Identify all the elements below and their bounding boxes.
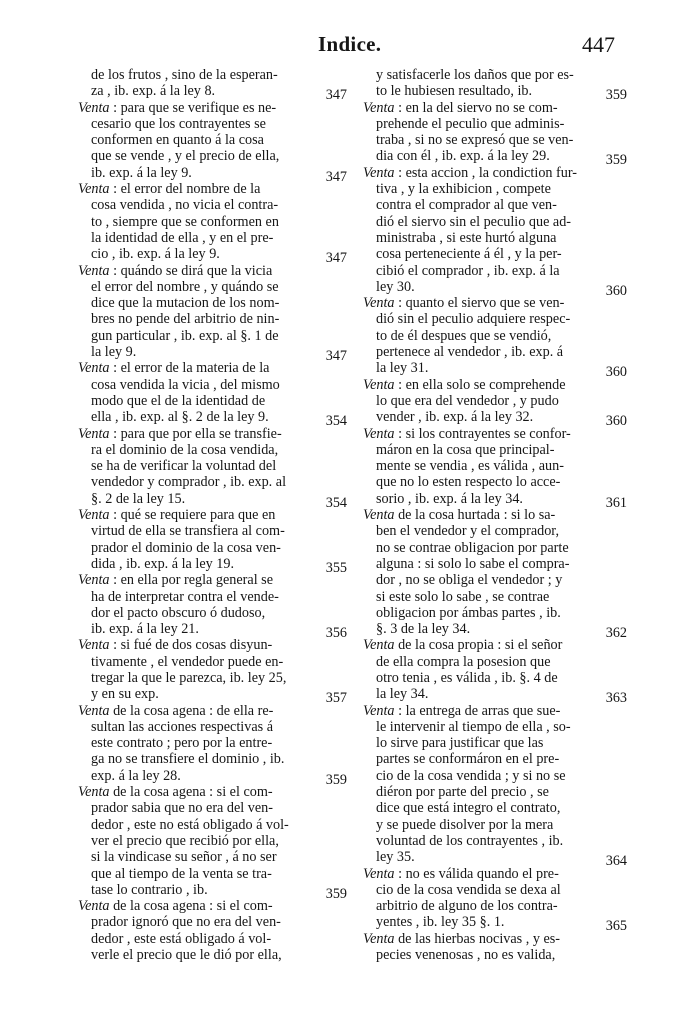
entry-text: : el error de la materia de la [109, 360, 270, 377]
entry-keyword: Venta [78, 425, 110, 442]
entry-keyword: Venta [363, 637, 395, 654]
entry-line: que se vende , y el precio de ella, [91, 148, 280, 165]
entry-page-ref: 354 [325, 413, 347, 430]
entry-line [363, 637, 631, 653]
entry-line: sorio , ib. exp. á la ley 34. [376, 490, 523, 507]
entry-keyword: Venta [78, 507, 110, 524]
entry-page-ref: 347 [325, 348, 347, 365]
entry-line: dedor , este está obligado á vol- [91, 930, 272, 947]
entry-line: y se puede disolver por la mera [376, 816, 554, 833]
entry-line: za , ib. exp. á la ley 8. [91, 83, 216, 100]
entry-line: ha de interpretar contra el vende- [91, 588, 279, 605]
index-entry [78, 99, 374, 185]
entry-line: pecies venenosas , no es valida, [376, 947, 556, 964]
entry-text: : si los contrayentes se confor- [394, 425, 571, 442]
entry-line: tregar la que le parezca, ib. ley 25, [91, 669, 287, 686]
entry-text: de la cosa hurtada : si lo sa- [394, 507, 556, 524]
index-entry [363, 376, 631, 430]
entry-keyword: Venta [363, 865, 395, 882]
entry-line: gun particular , ib. exp. al §. 1 de [91, 327, 279, 344]
entry-line: modo que el de la identidad de [91, 392, 266, 409]
entry-page-ref: 363 [605, 690, 627, 707]
entry-line [363, 507, 631, 523]
entry-page-ref: 354 [325, 494, 347, 511]
entry-line: to de él despues que se vendió, [376, 327, 552, 344]
entry-line: cio de la cosa vendida se dexa al [376, 881, 561, 898]
index-entry [363, 295, 631, 381]
entry-line: otro tenia , es válida , ib. §. 4 de [376, 669, 558, 686]
entry-line: prehende el peculio que adminis- [376, 115, 565, 132]
entry-text: : quándo se dirá que la vicia [109, 262, 273, 279]
entry-line: de los frutos , sino de la esperan- [91, 67, 278, 83]
entry-text: de la cosa agena : si el com- [109, 898, 273, 915]
entry-line: yentes , ib. ley 35 §. 1. [376, 914, 505, 931]
entry-line: ra el dominio de la cosa vendida, [91, 441, 279, 458]
entry-line: arbitrio de alguno de los contra- [376, 898, 558, 915]
entry-page-ref: 359 [325, 771, 347, 788]
entry-line: tivamente , el vendedor puede en- [91, 653, 284, 670]
entry-line: máron en la cosa que principal- [376, 441, 555, 458]
entry-line [78, 507, 374, 523]
entry-line [78, 426, 374, 442]
entry-page-ref: 359 [325, 885, 347, 902]
index-entry [78, 637, 374, 707]
entry-line: el error del nombre , y quándo se [91, 278, 279, 295]
entry-text: : esta accion , la condiction fur- [394, 164, 578, 181]
entry-line: prador sabia que no era del ven- [91, 800, 273, 817]
entry-line: cibió el comprador , ib. exp. á la [376, 262, 560, 279]
entry-line: la identidad de ella , y en el pre- [91, 229, 274, 246]
entry-text: : para que por ella se transfie- [109, 425, 282, 442]
entry-line: lo sirve para justificar que las [376, 735, 544, 752]
entry-line [78, 100, 374, 116]
entry-line [363, 295, 631, 311]
index-entry [363, 865, 631, 935]
entry-line [78, 360, 374, 376]
entry-line: ley 30. [376, 278, 415, 295]
entry-line: cosa vendida , no vicia el contra- [91, 197, 279, 214]
entry-line: dida , ib. exp. á la ley 19. [91, 555, 235, 572]
entry-line: §. 2 de la ley 15. [91, 490, 186, 507]
entry-line: exp. á la ley 28. [91, 767, 181, 784]
index-column-right [363, 67, 631, 963]
index-entry [78, 898, 374, 963]
entry-page-ref: 360 [605, 282, 627, 299]
entry-line: contra el comprador al que ven- [376, 197, 557, 214]
entry-keyword: Venta [78, 637, 110, 654]
entry-text: : si fué de dos cosas disyun- [109, 637, 273, 654]
entry-text: : el error del nombre de la [109, 181, 261, 198]
entry-line: le intervenir al tiempo de ella , so- [376, 718, 571, 735]
entry-line: si la vindicase su señor , á no ser [91, 849, 277, 866]
entry-line: si este solo lo sabe , se contrae [376, 588, 550, 605]
page-header [0, 30, 682, 64]
index-entry [78, 702, 374, 788]
entry-line: ministraba , si este hurtó alguna [376, 229, 557, 246]
entry-line: vendedor y comprador , ib. exp. al [91, 474, 287, 491]
entry-text: : en la del siervo no se com- [394, 99, 558, 116]
entry-page-ref: 347 [325, 168, 347, 185]
entry-line [363, 165, 631, 181]
entry-page-ref: 359 [605, 87, 627, 104]
entry-text: : la entrega de arras que sue- [394, 702, 561, 719]
entry-line [363, 100, 631, 116]
entry-line: traba , si no se expresó que se ven- [376, 132, 574, 149]
entry-line: tase lo contrario , ib. [91, 881, 208, 898]
entry-line [78, 263, 374, 279]
entry-line: ver el precio que recibió por ella, [91, 832, 279, 849]
entry-keyword: Venta [363, 507, 395, 524]
entry-text: : quanto el siervo que se ven- [394, 295, 565, 312]
entry-line: dice que está integro el contrato, [376, 800, 561, 817]
entry-line: que al tiempo de la venta se tra- [91, 865, 272, 882]
index-entry [78, 784, 374, 902]
entry-line: de ella compra la posesion que [376, 653, 551, 670]
entry-keyword: Venta [78, 898, 110, 915]
entry-page-ref: 347 [325, 250, 347, 267]
entry-line [363, 931, 631, 947]
entry-text: : en ella solo se comprehende [394, 376, 566, 393]
entry-line: cio de la cosa vendida ; y si no se [376, 767, 566, 784]
entry-line: ley 35. [376, 849, 415, 866]
index-entry [78, 572, 374, 642]
entry-line [78, 637, 374, 653]
entry-line: ib. exp. á la ley 21. [91, 621, 199, 638]
entry-line: cesario que los contrayentes se [91, 115, 266, 132]
page-number: 447 [582, 32, 615, 57]
entry-keyword: Venta [78, 262, 110, 279]
entry-line: dice que la mutacion de los nom- [91, 295, 280, 312]
entry-line: virtud de ella se transfiera al com- [91, 523, 285, 540]
entry-page-ref: 364 [605, 853, 627, 870]
entry-line [78, 703, 374, 719]
entry-keyword: Venta [78, 99, 110, 116]
page-title: Indice. [318, 32, 382, 56]
entry-line: se ha de verificar la voluntad del [91, 458, 277, 475]
entry-text: de las hierbas nocivas , y es- [394, 930, 561, 947]
entry-line [78, 572, 374, 588]
entry-line: mente se vendia , es válida , aun- [376, 458, 564, 475]
entry-keyword: Venta [363, 702, 395, 719]
entry-line: dia con él , ib. exp. á la ley 29. [376, 148, 550, 165]
entry-line: dor el pacto obscuro ó dudoso, [91, 604, 266, 621]
entry-keyword: Venta [363, 164, 395, 181]
entry-line: ga no se transfiere el dominio , ib. [91, 751, 285, 768]
entry-line: §. 3 de la ley 34. [376, 621, 471, 638]
entry-line: cosa perteneciente á él , y la per- [376, 246, 562, 263]
entry-line: la ley 31. [376, 360, 429, 377]
index-entry [78, 360, 374, 430]
index-entry [78, 507, 374, 576]
entry-line: diéron por parte del precio , se [376, 784, 549, 801]
entry-keyword: Venta [78, 702, 110, 719]
entry-line: este contrato ; pero por la entre- [91, 735, 273, 752]
entry-line: la ley 34. [376, 686, 429, 703]
entry-keyword: Venta [363, 99, 395, 116]
index-entry [78, 425, 374, 511]
entry-line: prador el dominio de la cosa ven- [91, 539, 281, 556]
entry-line: prador ignoró que no era del ven- [91, 914, 281, 931]
entry-keyword: Venta [78, 360, 110, 377]
entry-line: partes se conformáron en el pre- [376, 751, 560, 768]
entry-line: pertenece al vendedor , ib. exp. á [376, 344, 564, 361]
entry-line: alguna : si solo lo sabe el compra- [376, 555, 570, 572]
entry-line: no se contrae obligacion por parte [376, 539, 569, 556]
entry-page-ref: 347 [325, 87, 347, 104]
entry-line: dor , no se obliga el vendedor ; y [376, 572, 563, 589]
index-entry [363, 507, 631, 642]
entry-line [78, 898, 374, 914]
entry-page-ref: 355 [325, 559, 347, 576]
entry-line: dió el siervo sin el peculio que ad- [376, 213, 572, 230]
entry-line: conformen en quanto á la cosa [91, 132, 264, 149]
index-entry [78, 67, 374, 104]
entry-page-ref: 360 [605, 364, 627, 381]
entry-line: dió sin el peculio adquiere respec- [376, 311, 571, 328]
entry-line: lo que era del vendedor , y pudo [376, 392, 559, 409]
entry-line: cosa vendida la vicia , del mismo [91, 376, 280, 393]
entry-keyword: Venta [78, 784, 110, 801]
index-entry [363, 67, 631, 104]
index-entry [363, 931, 631, 964]
entry-line: obligacion por ámbas partes , ib. [376, 604, 561, 621]
index-entry [363, 164, 631, 299]
entry-line [363, 866, 631, 882]
entry-text: : qué se requiere para que en [109, 507, 276, 524]
entry-line [78, 784, 374, 800]
entry-line: sultan las acciones respectivas á [91, 718, 273, 735]
index-entry [78, 181, 374, 267]
entry-line: bres no pende del arbitrio de nin- [91, 311, 280, 328]
entry-keyword: Venta [363, 425, 395, 442]
entry-line [363, 703, 631, 719]
entry-text: : no es válida quando el pre- [394, 865, 559, 882]
entry-page-ref: 365 [605, 918, 627, 935]
entry-page-ref: 357 [325, 690, 347, 707]
index-entry [363, 425, 631, 511]
entry-line: ella , ib. exp. al §. 2 de la ley 9. [91, 409, 269, 426]
entry-line: cio , ib. exp. á la ley 9. [91, 246, 220, 263]
entry-line: voluntad de los contrayentes , ib. [376, 832, 564, 849]
entry-line: ib. exp. á la ley 9. [91, 164, 192, 181]
entry-keyword: Venta [363, 295, 395, 312]
index-entry [78, 262, 374, 365]
entry-line: ben el vendedor y el comprador, [376, 523, 560, 540]
entry-text: de la cosa agena : de ella re- [109, 702, 274, 719]
entry-page-ref: 361 [605, 494, 627, 511]
entry-line: dedor , este no está obligado á vol- [91, 816, 289, 833]
entry-text: : en ella por regla general se [109, 572, 273, 589]
entry-keyword: Venta [78, 181, 110, 198]
entry-line: y en su exp. [91, 686, 159, 703]
entry-keyword: Venta [363, 376, 395, 393]
entry-line: to , siempre que se conformen en [91, 213, 279, 230]
entry-page-ref: 356 [325, 625, 347, 642]
entry-page-ref: 362 [605, 625, 627, 642]
entry-line [363, 426, 631, 442]
entry-line: la ley 9. [91, 344, 137, 361]
index-entry [363, 637, 631, 707]
entry-page-ref: 360 [605, 413, 627, 430]
entry-text: : para que se verifique es ne- [109, 99, 277, 116]
entry-line: verle el precio que le dió por ella, [91, 947, 282, 964]
entry-line: tiva , y la exhibicion , compete [376, 181, 551, 198]
entry-text: de la cosa agena : si el com- [109, 784, 273, 801]
entry-keyword: Venta [363, 930, 395, 947]
entry-line: to le hubiesen resultado, ib. [376, 83, 533, 100]
index-entry [363, 702, 631, 870]
entry-line: vender , ib. exp. á la ley 32. [376, 409, 534, 426]
entry-page-ref: 359 [605, 152, 627, 169]
entry-line: que no lo esten respecto lo acce- [376, 474, 561, 491]
entry-line [78, 181, 374, 197]
entry-line: y satisfacerle los daños que por es- [376, 67, 574, 83]
entry-line [363, 377, 631, 393]
entry-text: de la cosa propia : si el señor [394, 637, 563, 654]
index-column-left [78, 67, 374, 963]
index-entry [363, 99, 631, 169]
entry-keyword: Venta [78, 572, 110, 589]
